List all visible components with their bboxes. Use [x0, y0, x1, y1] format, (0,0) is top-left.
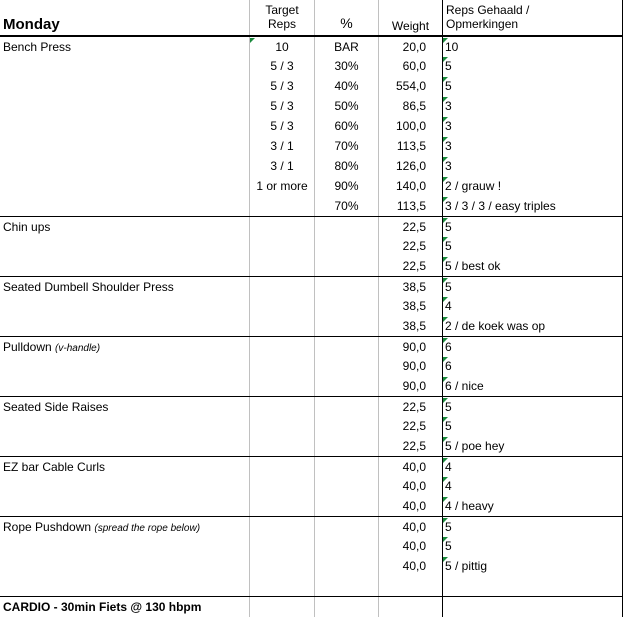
percent-cell[interactable]: 70% [334, 139, 359, 153]
exercise-cell[interactable] [3, 436, 248, 456]
weight-cell[interactable]: 22,5 [402, 419, 426, 433]
percent-cell[interactable] [315, 457, 378, 477]
weight-cell[interactable] [379, 597, 426, 617]
target-reps-cell[interactable] [250, 457, 314, 477]
comment-marker-icon[interactable] [443, 417, 448, 422]
exercise-note: (spread the rope below) [94, 523, 201, 534]
target-reps-cell[interactable] [250, 517, 314, 537]
percent-cell[interactable] [315, 316, 378, 336]
target-header-line2: Reps [267, 17, 296, 31]
target-reps-cell[interactable] [250, 536, 314, 556]
percent-cell[interactable] [315, 236, 378, 256]
weight-cell[interactable]: 40,0 [402, 539, 426, 553]
exercise-name: Chin ups [3, 220, 51, 234]
reps-achieved-cell[interactable]: 5 [445, 400, 452, 414]
target-reps-cell[interactable] [250, 436, 314, 456]
table-row [0, 156, 623, 176]
exercise-cell[interactable] [3, 536, 248, 556]
comment-marker-icon[interactable] [443, 97, 448, 102]
exercise-cell[interactable] [3, 76, 248, 96]
weight-cell[interactable]: 40,0 [402, 479, 426, 493]
reps-achieved-cell[interactable]: 5 [445, 239, 452, 253]
comment-marker-icon[interactable] [443, 157, 448, 162]
table-row [0, 516, 623, 536]
target-reps-cell[interactable] [250, 576, 314, 596]
percent-cell[interactable] [315, 356, 378, 376]
reps-achieved-cell[interactable]: 6 [445, 359, 452, 373]
exercise-cell[interactable] [3, 416, 248, 436]
table-row [0, 236, 623, 256]
target-reps-cell[interactable] [250, 337, 314, 357]
exercise-cell[interactable] [3, 376, 248, 396]
target-reps-cell[interactable] [250, 556, 314, 576]
reps-achieved-cell[interactable]: 3 [445, 159, 452, 173]
weight-cell[interactable]: 90,0 [402, 379, 426, 393]
comment-marker-icon[interactable] [443, 77, 448, 82]
exercise-cell[interactable] [3, 156, 248, 176]
target-reps-cell[interactable] [250, 416, 314, 436]
table-row [0, 576, 623, 596]
reps-achieved-cell[interactable]: 5 / best ok [445, 259, 501, 273]
comment-marker-icon[interactable] [443, 237, 448, 242]
exercise-cell[interactable] [3, 217, 248, 237]
reps-achieved-cell[interactable]: 2 / de koek was op [445, 319, 546, 333]
table-row [0, 496, 623, 516]
exercise-cell[interactable] [3, 116, 248, 136]
exercise-cell[interactable] [3, 517, 248, 537]
reps-achieved-cell[interactable]: 4 [445, 299, 452, 313]
reps-achieved-cell[interactable]: 6 / nice [445, 379, 484, 393]
percent-cell[interactable]: 50% [334, 99, 359, 113]
exercise-cell[interactable] [3, 256, 248, 276]
weight-cell[interactable]: 38,5 [402, 299, 426, 313]
weight-cell[interactable]: 113,5 [396, 199, 426, 213]
target-reps-cell[interactable] [250, 277, 314, 297]
reps-achieved-cell[interactable]: 5 [445, 79, 452, 93]
reps-achieved-cell[interactable]: 5 [445, 280, 452, 294]
header-row [0, 0, 623, 36]
target-reps-cell[interactable]: 5 / 3 [270, 119, 294, 133]
target-reps-cell[interactable]: 1 or more [256, 179, 308, 193]
target-reps-cell[interactable] [250, 397, 314, 417]
exercise-cell[interactable] [3, 597, 248, 617]
comment-marker-icon[interactable] [443, 377, 448, 382]
percent-cell[interactable] [315, 496, 378, 516]
target-reps-cell[interactable]: 5 / 3 [270, 59, 294, 73]
target-header-line1: Target [265, 3, 299, 17]
reps-achieved-cell[interactable]: 5 / pittig [445, 559, 488, 573]
target-reps-cell[interactable] [250, 597, 314, 617]
exercise-cell[interactable] [3, 96, 248, 116]
table-row [0, 296, 623, 316]
table-row [0, 456, 623, 476]
table-row [0, 596, 623, 616]
exercise-cell[interactable] [3, 337, 248, 357]
percent-cell[interactable]: 30% [334, 59, 359, 73]
reps-achieved-cell[interactable]: 5 [445, 59, 452, 73]
target-reps-cell[interactable] [250, 217, 314, 237]
reps-achieved-cell[interactable]: 4 [445, 460, 452, 474]
reps-achieved-cell[interactable]: 5 [445, 419, 452, 433]
table-row [0, 256, 623, 276]
target-reps-cell[interactable]: 5 / 3 [270, 99, 294, 113]
exercise-name: Seated Side Raises [3, 400, 109, 414]
comment-marker-icon[interactable] [443, 197, 448, 202]
comment-marker-icon[interactable] [443, 437, 448, 442]
target-reps-cell[interactable]: 5 / 3 [270, 79, 294, 93]
weight-cell[interactable]: 40,0 [402, 460, 426, 474]
reps-achieved-cell[interactable]: 3 [445, 139, 452, 153]
reps-achieved-cell[interactable]: 5 [445, 539, 452, 553]
reps-achieved-cell[interactable]: 4 [445, 479, 452, 493]
weight-cell[interactable]: 38,5 [402, 280, 426, 294]
percent-cell[interactable]: 80% [334, 159, 359, 173]
target-reps-cell[interactable] [250, 496, 314, 516]
table-row [0, 556, 623, 576]
table-row [0, 316, 623, 336]
table-row [0, 356, 623, 376]
table-row [0, 416, 623, 436]
weight-cell[interactable]: 22,5 [402, 220, 426, 234]
target-reps-cell[interactable] [250, 296, 314, 316]
percent-cell[interactable] [315, 337, 378, 357]
weight-cell[interactable]: 22,5 [402, 439, 426, 453]
percent-cell[interactable]: 90% [334, 179, 359, 193]
pct-header: % [340, 15, 353, 31]
percent-cell[interactable] [315, 376, 378, 396]
reps-achieved-cell[interactable]: 10 [445, 40, 459, 54]
comment-marker-icon[interactable] [443, 278, 448, 283]
comment-marker-icon[interactable] [250, 38, 255, 43]
reps-achieved-cell[interactable] [445, 576, 620, 596]
exercise-name: Seated Dumbell Shoulder Press [3, 280, 174, 294]
weight-cell[interactable]: 113,5 [396, 139, 426, 153]
table-row [0, 276, 623, 296]
weight-header: Weight [391, 19, 430, 33]
reps-achieved-cell[interactable]: 3 [445, 99, 452, 113]
table-row [0, 136, 623, 156]
exercise-cell[interactable] [3, 397, 248, 417]
percent-cell[interactable] [315, 576, 378, 596]
exercise-note: (v-handle) [55, 343, 101, 354]
weight-cell[interactable]: 90,0 [402, 340, 426, 354]
target-reps-cell[interactable]: 10 [275, 40, 289, 54]
target-reps-cell[interactable]: 3 / 1 [270, 139, 294, 153]
weight-cell[interactable]: 22,5 [402, 259, 426, 273]
exercise-cell[interactable] [3, 37, 248, 57]
percent-cell[interactable] [315, 476, 378, 496]
exercise-cell[interactable] [3, 296, 248, 316]
comment-marker-icon[interactable] [443, 177, 448, 182]
exercise-cell[interactable] [3, 136, 248, 156]
weight-cell[interactable]: 90,0 [402, 359, 426, 373]
table-row [0, 436, 623, 456]
percent-cell[interactable]: BAR [334, 40, 359, 54]
comment-marker-icon[interactable] [443, 497, 448, 502]
exercise-cell[interactable] [3, 316, 248, 336]
weight-cell[interactable]: 40,0 [402, 520, 426, 534]
target-reps-cell[interactable] [250, 476, 314, 496]
table-row [0, 216, 623, 236]
percent-cell[interactable] [315, 517, 378, 537]
exercise-cell[interactable] [3, 176, 248, 196]
reps-achieved-cell[interactable]: 4 / heavy [445, 499, 494, 513]
target-reps-cell[interactable] [250, 316, 314, 336]
weight-cell[interactable]: 140,0 [395, 179, 426, 193]
exercise-cell[interactable] [3, 576, 248, 596]
exercise-cell[interactable] [3, 496, 248, 516]
table-row [0, 116, 623, 136]
table-row [0, 76, 623, 96]
exercise-cell[interactable] [3, 236, 248, 256]
percent-cell[interactable]: 70% [334, 199, 359, 213]
percent-cell[interactable] [315, 556, 378, 576]
notes-header-line1: Reps Gehaald / [446, 3, 530, 17]
comment-marker-icon[interactable] [443, 357, 448, 362]
table-row [0, 96, 623, 116]
table-row [0, 36, 623, 56]
percent-cell[interactable] [315, 217, 378, 237]
table-row [0, 476, 623, 496]
notes-header-line2: Opmerkingen [446, 17, 519, 31]
comment-marker-icon[interactable] [443, 38, 448, 43]
weight-cell[interactable]: 40,0 [402, 499, 426, 513]
percent-cell[interactable]: 40% [334, 79, 359, 93]
table-row [0, 196, 623, 216]
comment-marker-icon[interactable] [443, 557, 448, 562]
comment-marker-icon[interactable] [443, 338, 448, 343]
weight-cell[interactable]: 554,0 [395, 79, 426, 93]
exercise-name: Bench Press [3, 40, 72, 54]
weight-cell[interactable]: 100,0 [395, 119, 426, 133]
percent-cell[interactable] [315, 296, 378, 316]
reps-achieved-cell[interactable]: 5 [445, 520, 452, 534]
target-reps-cell[interactable] [250, 236, 314, 256]
percent-cell[interactable] [315, 256, 378, 276]
exercise-cell[interactable] [3, 277, 248, 297]
comment-marker-icon[interactable] [443, 317, 448, 322]
target-reps-cell[interactable] [250, 196, 314, 216]
table-row [0, 536, 623, 556]
target-reps-cell[interactable] [250, 256, 314, 276]
comment-marker-icon[interactable] [443, 137, 448, 142]
weight-cell[interactable]: 86,5 [402, 99, 426, 113]
weight-cell[interactable]: 20,0 [402, 40, 426, 54]
comment-marker-icon[interactable] [443, 537, 448, 542]
percent-cell[interactable] [315, 416, 378, 436]
weight-cell[interactable]: 22,5 [402, 400, 426, 414]
weight-cell[interactable]: 22,5 [402, 239, 426, 253]
weight-cell[interactable]: 38,5 [402, 319, 426, 333]
exercise-name: Rope Pushdown [3, 520, 92, 534]
comment-marker-icon[interactable] [443, 257, 448, 262]
reps-achieved-cell[interactable]: 6 [445, 340, 452, 354]
comment-marker-icon[interactable] [443, 518, 448, 523]
table-row [0, 56, 623, 76]
comment-marker-icon[interactable] [443, 297, 448, 302]
reps-achieved-cell[interactable]: 3 / 3 / 3 / easy triples [445, 199, 556, 213]
weight-cell[interactable]: 40,0 [402, 559, 426, 573]
comment-marker-icon[interactable] [443, 398, 448, 403]
weight-cell[interactable]: 60,0 [402, 59, 426, 73]
percent-cell[interactable] [315, 277, 378, 297]
exercise-cell[interactable] [3, 56, 248, 76]
percent-cell[interactable] [315, 397, 378, 417]
exercise-name: CARDIO - 30min Fiets @ 130 hbpm [3, 600, 202, 614]
day-title: Monday [3, 16, 60, 33]
exercise-cell[interactable] [3, 356, 248, 376]
target-reps-cell[interactable]: 3 / 1 [270, 159, 294, 173]
comment-marker-icon[interactable] [443, 458, 448, 463]
weight-cell[interactable] [379, 576, 426, 596]
comment-marker-icon[interactable] [443, 218, 448, 223]
table-row [0, 176, 623, 196]
percent-cell[interactable] [315, 597, 378, 617]
percent-cell[interactable] [315, 536, 378, 556]
exercise-name: EZ bar Cable Curls [3, 460, 106, 474]
table-row [0, 376, 623, 396]
reps-achieved-cell[interactable]: 2 / grauw ! [445, 179, 502, 193]
reps-achieved-cell[interactable]: 5 [445, 220, 452, 234]
exercise-name: Pulldown [3, 340, 52, 354]
reps-achieved-cell[interactable] [445, 597, 620, 617]
comment-marker-icon[interactable] [443, 117, 448, 122]
weight-cell[interactable]: 126,0 [395, 159, 426, 173]
table-row [0, 336, 623, 356]
exercise-cell[interactable] [3, 476, 248, 496]
target-reps-cell[interactable] [250, 356, 314, 376]
exercise-cell[interactable] [3, 457, 248, 477]
reps-achieved-cell[interactable]: 3 [445, 119, 452, 133]
reps-achieved-cell[interactable]: 5 / poe hey [445, 439, 505, 453]
exercise-cell[interactable] [3, 196, 248, 216]
table-row [0, 396, 623, 416]
percent-cell[interactable] [315, 436, 378, 456]
exercise-cell[interactable] [3, 556, 248, 576]
comment-marker-icon[interactable] [443, 57, 448, 62]
comment-marker-icon[interactable] [443, 477, 448, 482]
target-reps-cell[interactable] [250, 376, 314, 396]
percent-cell[interactable]: 60% [334, 119, 359, 133]
